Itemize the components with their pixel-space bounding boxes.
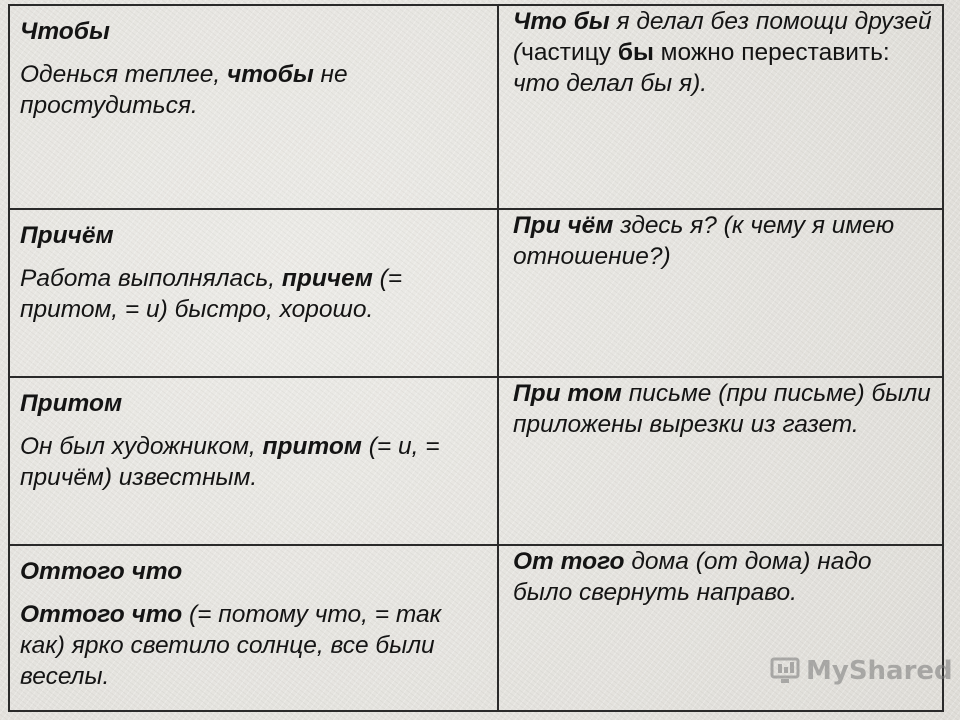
text-span: Он был художником, (20, 433, 263, 460)
text-span: Оденься теплее, (20, 61, 227, 88)
text-span: дома (от дома) надо было свернуть направо. (513, 548, 872, 606)
example-text (20, 59, 485, 121)
bold-word: При чём (513, 212, 614, 239)
text-span: (= притом, = и) быстро, хорошо. (20, 265, 403, 323)
bold-word: При том (513, 380, 622, 407)
left-cell (9, 545, 498, 711)
bold-word: бы (617, 39, 654, 66)
example-text (513, 546, 932, 608)
example-text (20, 599, 485, 692)
bold-word: От того (513, 548, 625, 575)
text-span: частицу (521, 39, 618, 66)
text-span: (= и, = причём) известным. (20, 433, 440, 491)
row-header: Причём (20, 222, 114, 249)
left-cell (9, 209, 498, 377)
left-cell (9, 5, 498, 209)
row-header: Оттого что (20, 558, 183, 585)
text-span: что делал бы я). (513, 70, 708, 97)
text-span: Работа выполнялась, (20, 265, 282, 292)
watermark (770, 656, 953, 686)
bold-word: Что бы (513, 8, 610, 35)
text-span: не простудиться. (20, 61, 348, 119)
bold-word: чтобы (226, 61, 314, 88)
table-row (9, 5, 943, 209)
right-cell (498, 545, 943, 711)
example-text (513, 378, 932, 440)
conjunctions-table (8, 4, 944, 712)
right-cell (498, 377, 943, 545)
text-span: можно переставить: (653, 39, 890, 66)
monitor-icon (770, 657, 800, 685)
text-span: я делал без помощи друзей ( (513, 8, 932, 66)
bold-word: притом (262, 433, 362, 460)
row-header: Чтобы (20, 18, 110, 45)
text-span: здесь я? (к чему я имею отношение?) (513, 212, 895, 270)
table-row (9, 545, 943, 711)
text-span: (= потому что, = так как) ярко светило солнце, все были веселы. (20, 601, 442, 690)
table-row (9, 377, 943, 545)
left-cell (9, 377, 498, 545)
example-text (513, 6, 932, 99)
row-header: Притом (20, 390, 123, 417)
example-text (513, 210, 932, 272)
right-cell (498, 5, 943, 209)
right-cell (498, 209, 943, 377)
watermark-text: MyShared (806, 656, 953, 686)
text-span: письме (при письме) были приложены вырезки из газет. (513, 380, 931, 438)
bold-word: Оттого что (20, 601, 183, 628)
bold-word: причем (281, 265, 373, 292)
example-text (20, 263, 485, 325)
table-row (9, 209, 943, 377)
example-text (20, 431, 485, 493)
